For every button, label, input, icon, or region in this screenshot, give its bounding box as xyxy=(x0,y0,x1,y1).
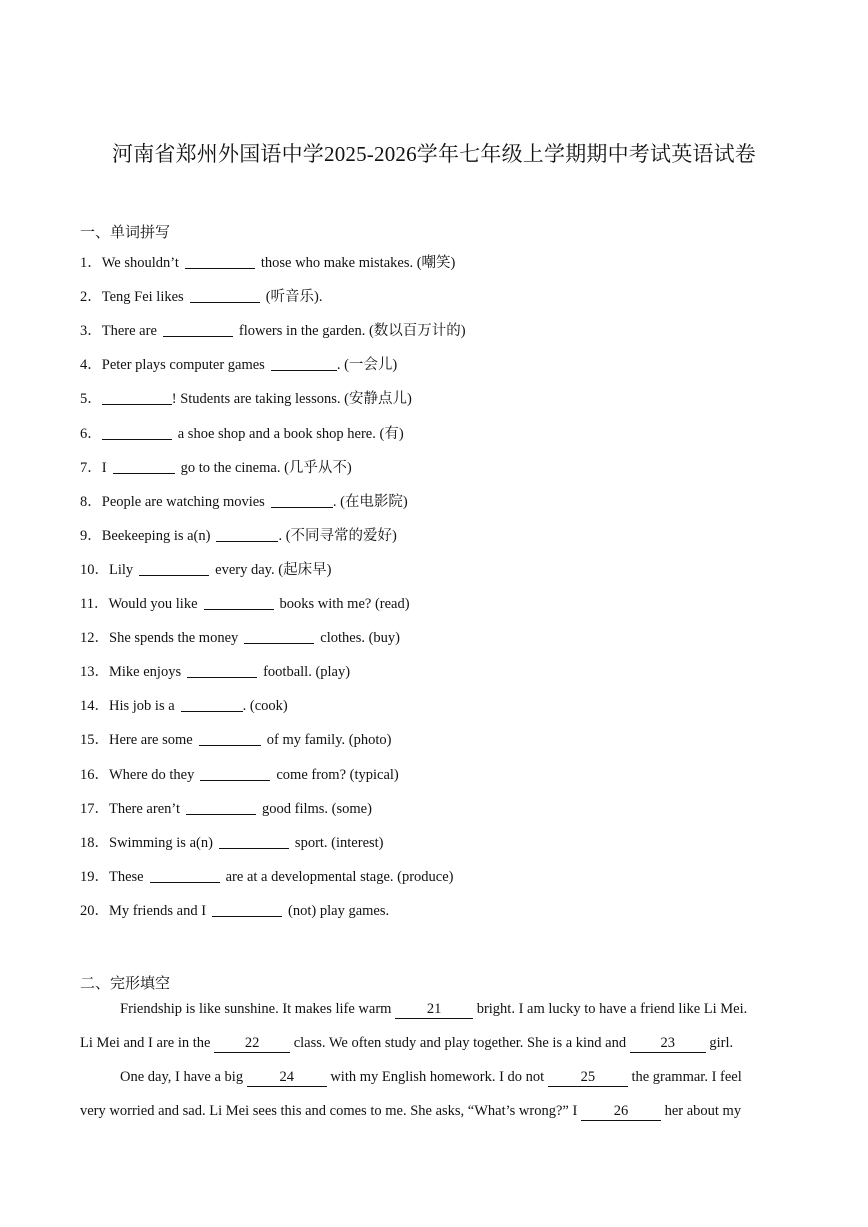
question-number: 9． xyxy=(80,527,102,544)
question-text-before: His job is a xyxy=(109,698,175,715)
question-number: 12． xyxy=(80,630,109,647)
question-item xyxy=(80,592,410,613)
passage-text: very worried and sad. Li Mei sees this and comes to me. She asks, “What’s wrong?” I xyxy=(80,1103,578,1119)
question-text-before: People are watching movies xyxy=(101,493,265,510)
passage-line xyxy=(80,1035,733,1053)
question-item xyxy=(80,490,408,511)
question-text-before: Lily xyxy=(109,561,134,578)
question-text-after: every day. (起床早) xyxy=(215,561,332,578)
question-item xyxy=(80,353,397,374)
passage-text: her about my xyxy=(664,1103,742,1119)
passage-text: with my English homework. I do not xyxy=(330,1069,545,1085)
cloze-gap-24[interactable]: 24 xyxy=(247,1070,327,1087)
question-number: 16． xyxy=(80,766,109,783)
question-item xyxy=(80,558,331,579)
question-text-before: We shouldn’t xyxy=(101,255,179,271)
answer-blank[interactable] xyxy=(150,867,220,883)
question-item xyxy=(80,899,389,920)
answer-blank[interactable] xyxy=(102,390,172,406)
question-text-before: There aren’t xyxy=(109,800,180,817)
question-number: 8． xyxy=(80,493,102,510)
passage-line xyxy=(120,1069,742,1087)
question-text-before: She spends the money xyxy=(109,630,239,647)
question-text-after: . (在电影院) xyxy=(332,493,408,510)
section-heading-spelling: 一、单词拼写 xyxy=(80,223,171,241)
question-text-after: are at a developmental stage. (produce) xyxy=(225,868,454,885)
answer-blank[interactable] xyxy=(163,322,233,338)
question-text-before: Beekeeping is a(n) xyxy=(101,527,211,544)
question-text-after: flowers in the garden. (数以百万计的) xyxy=(238,323,466,340)
question-text-before: Would you like xyxy=(108,596,198,612)
question-item xyxy=(80,728,391,749)
question-text-after: ! Students are taking lessons. (安静点儿) xyxy=(171,391,412,408)
answer-blank[interactable] xyxy=(181,697,243,713)
cloze-gap-22[interactable]: 22 xyxy=(214,1036,290,1053)
question-text-after: (not) play games. xyxy=(288,902,390,919)
answer-blank[interactable] xyxy=(271,492,333,508)
passage-text: Li Mei and I are in the xyxy=(80,1035,211,1051)
answer-blank[interactable] xyxy=(199,731,261,747)
answer-blank[interactable] xyxy=(219,833,289,849)
question-number: 3． xyxy=(80,323,102,340)
question-item xyxy=(80,865,453,886)
question-text-after: football. (play) xyxy=(263,664,351,681)
answer-blank[interactable] xyxy=(113,458,175,474)
question-text-before: There are xyxy=(101,323,157,340)
question-item xyxy=(80,251,455,272)
answer-blank[interactable] xyxy=(186,799,256,815)
passage-text: bright. I am lucky to have a friend like Li Mei. xyxy=(476,1001,748,1017)
answer-blank[interactable] xyxy=(271,356,337,372)
passage-text: girl. xyxy=(709,1035,734,1051)
question-text-before: My friends and I xyxy=(109,902,207,919)
question-text-before: Teng Fei likes xyxy=(101,289,184,306)
passage-line xyxy=(120,1001,747,1019)
answer-blank[interactable] xyxy=(212,901,282,917)
question-text-before: I xyxy=(101,459,107,476)
question-number: 2． xyxy=(80,289,102,306)
question-number: 7． xyxy=(80,459,102,476)
question-number: 18． xyxy=(80,834,109,851)
answer-blank[interactable] xyxy=(187,663,257,679)
answer-blank[interactable] xyxy=(244,629,314,645)
passage-text: One day, I have a big xyxy=(120,1069,244,1085)
answer-blank[interactable] xyxy=(139,560,209,576)
question-text-before: Swimming is a(n) xyxy=(109,834,213,851)
question-item xyxy=(80,285,323,306)
question-text-after: . (不同寻常的爱好) xyxy=(278,527,397,544)
cloze-gap-25[interactable]: 25 xyxy=(548,1070,628,1087)
passage-line xyxy=(80,1103,741,1121)
cloze-gap-26[interactable]: 26 xyxy=(581,1104,661,1121)
question-item xyxy=(80,319,466,340)
question-number: 6． xyxy=(80,425,102,442)
question-item xyxy=(80,387,412,408)
question-item xyxy=(80,660,350,681)
question-item xyxy=(80,763,399,784)
question-text-after: of my family. (photo) xyxy=(266,732,392,749)
question-number: 13． xyxy=(80,664,109,681)
question-text-after: . (一会儿) xyxy=(336,357,398,374)
question-text-before: Here are some xyxy=(109,732,193,749)
question-text-after: sport. (interest) xyxy=(294,834,384,851)
question-text-after: a shoe shop and a book shop here. (有) xyxy=(177,425,404,442)
question-text-before: Peter plays computer games xyxy=(101,357,265,374)
answer-blank[interactable] xyxy=(204,595,274,611)
answer-blank[interactable] xyxy=(102,424,172,440)
question-text-before: Mike enjoys xyxy=(109,664,182,681)
question-text-after: (听音乐). xyxy=(265,289,323,306)
question-number: 5． xyxy=(80,391,102,408)
answer-blank[interactable] xyxy=(216,526,278,542)
question-number: 11． xyxy=(80,596,109,612)
question-item xyxy=(80,831,384,852)
answer-blank[interactable] xyxy=(200,765,270,781)
question-text-before: These xyxy=(109,868,144,885)
question-text-after: good films. (some) xyxy=(261,800,372,817)
question-item xyxy=(80,626,400,647)
page-title: 河南省郑州外国语中学2025-2026学年七年级上学期期中考试英语试卷 xyxy=(112,142,756,166)
question-number: 1． xyxy=(80,255,102,271)
question-item xyxy=(80,422,404,443)
question-item xyxy=(80,797,372,818)
question-text-after: . (cook) xyxy=(242,698,288,715)
question-item xyxy=(80,524,397,545)
question-text-after: those who make mistakes. (嘲笑) xyxy=(260,255,456,271)
passage-text: Friendship is like sunshine. It makes life warm xyxy=(120,1001,392,1017)
question-text-after: come from? (typical) xyxy=(276,766,399,783)
cloze-gap-21[interactable]: 21 xyxy=(395,1002,473,1019)
question-text-after: clothes. (buy) xyxy=(320,630,401,647)
question-number: 19． xyxy=(80,868,109,885)
question-number: 17． xyxy=(80,800,109,817)
question-number: 4． xyxy=(80,357,102,374)
question-number: 10． xyxy=(80,561,109,578)
answer-blank[interactable] xyxy=(190,288,260,304)
answer-blank[interactable] xyxy=(185,254,255,270)
question-text-before: Where do they xyxy=(109,766,195,783)
question-text-after: books with me? (read) xyxy=(279,596,410,612)
section-heading-cloze: 二、完形填空 xyxy=(80,974,171,992)
question-number: 15． xyxy=(80,732,109,749)
question-number: 20． xyxy=(80,902,109,919)
question-item xyxy=(80,456,352,477)
cloze-gap-23[interactable]: 23 xyxy=(630,1036,706,1053)
question-text-after: go to the cinema. (几乎从不) xyxy=(180,459,352,476)
question-item xyxy=(80,694,288,715)
passage-text: the grammar. I feel xyxy=(631,1069,742,1085)
question-number: 14． xyxy=(80,698,109,715)
passage-text: class. We often study and play together. She is a kind and xyxy=(293,1035,627,1051)
